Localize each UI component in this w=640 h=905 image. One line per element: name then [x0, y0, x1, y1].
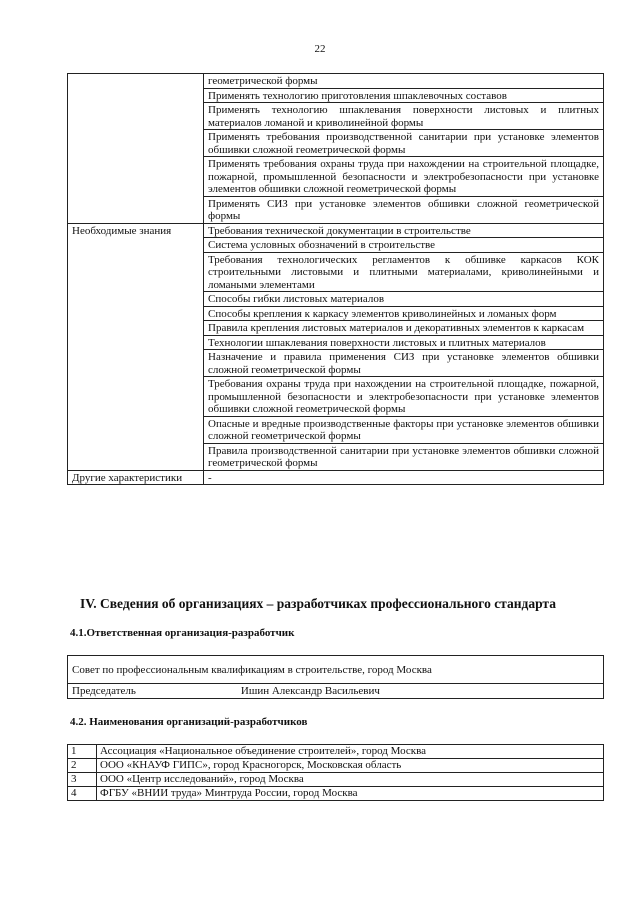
section-title: IV. Сведения об организациях – разработчиках профессионального стандарта — [80, 596, 556, 611]
table-row — [68, 656, 604, 684]
knowledge-item: Технологии шпаклевания поверхности листовых и плитных материалов — [204, 335, 604, 350]
table-row — [68, 759, 604, 773]
knowledge-item: Требования охраны труда при нахождении на строительной площадке, пожарной, промышленной безопасности и электробезопасности при установке элементов обшивки сложной геометрической формы — [204, 377, 604, 417]
knowledge-item: Способы крепления к каркасу элементов криволинейных и ломаных форм — [204, 306, 604, 321]
table-row — [68, 223, 604, 238]
skill-item: Применять требования охраны труда при нахождении на строительной площадке, пожарной, промышленной безопасности и электробезопасности при установке элементов обшивки сложной геометрической формы — [204, 157, 604, 197]
developer-number: 4 — [68, 787, 97, 801]
table-row — [68, 470, 604, 485]
developer-name: Ассоциация «Национальное объединение строителей», город Москва — [97, 745, 604, 759]
developer-name: ООО «Центр исследований», город Москва — [97, 773, 604, 787]
developer-name: ФГБУ «ВНИИ труда» Минтруда России, город Москва — [97, 787, 604, 801]
responsible-org-table — [67, 655, 604, 699]
skill-item: геометрической формы — [204, 74, 604, 89]
knowledge-item: Система условных обозначений в строительстве — [204, 238, 604, 253]
knowledge-item: Требования технологических регламентов к обшивке каркасов КОК строительными листовыми и плитными материалами, криволинейными и ломаными элементами — [204, 252, 604, 292]
developer-number: 2 — [68, 759, 97, 773]
skill-item: Применять требования производственной санитарии при установке элементов обшивки сложной геометрической формы — [204, 130, 604, 157]
skill-item: Применять СИЗ при установке элементов обшивки сложной геометрической формы — [204, 196, 604, 223]
developer-number: 1 — [68, 745, 97, 759]
knowledge-item: Способы гибки листовых материалов — [204, 292, 604, 307]
knowledge-item: Назначение и правила применения СИЗ при установке элементов обшивки сложной геометрической формы — [204, 350, 604, 377]
chair-name: Ишин Александр Васильевич — [240, 685, 380, 697]
knowledge-label: Необходимые знания — [68, 223, 204, 470]
table-row — [68, 773, 604, 787]
developer-name: ООО «КНАУФ ГИПС», город Красногорск, Московская область — [97, 759, 604, 773]
knowledge-item: Правила крепления листовых материалов и декоративных элементов к каркасам — [204, 321, 604, 336]
table-row — [68, 745, 604, 759]
knowledge-item: Требования технической документации в строительстве — [204, 223, 604, 238]
responsible-org-name: Совет по профессиональным квалификациям в строительстве, город Москва — [68, 656, 604, 684]
table-row — [68, 74, 604, 89]
competency-table — [67, 73, 604, 485]
other-characteristics-label: Другие характеристики — [68, 470, 204, 485]
table-row — [68, 787, 604, 801]
developers-table — [67, 744, 604, 801]
page-number: 22 — [314, 43, 326, 55]
knowledge-item: Опасные и вредные производственные факторы при установке элементов обшивки сложной геометрической формы — [204, 416, 604, 443]
knowledge-item: Правила производственной санитарии при установке элементов обшивки сложной геометрической формы — [204, 443, 604, 470]
skill-item: Применять технологию шпаклевания поверхности листовых и плитных материалов ломаной и криволинейной формы — [204, 103, 604, 130]
responsible-heading: 4.1.Ответственная организация-разработчик — [70, 627, 295, 639]
chair-cell — [68, 684, 604, 699]
chair-label: Председатель — [72, 685, 136, 697]
skill-item: Применять технологию приготовления шпаклевочных составов — [204, 88, 604, 103]
table-row — [68, 684, 604, 699]
developer-number: 3 — [68, 773, 97, 787]
skills-label-cell — [68, 74, 204, 224]
developers-heading: 4.2. Наименования организаций-разработчиков — [70, 716, 308, 728]
other-characteristics-value: - — [204, 470, 604, 485]
